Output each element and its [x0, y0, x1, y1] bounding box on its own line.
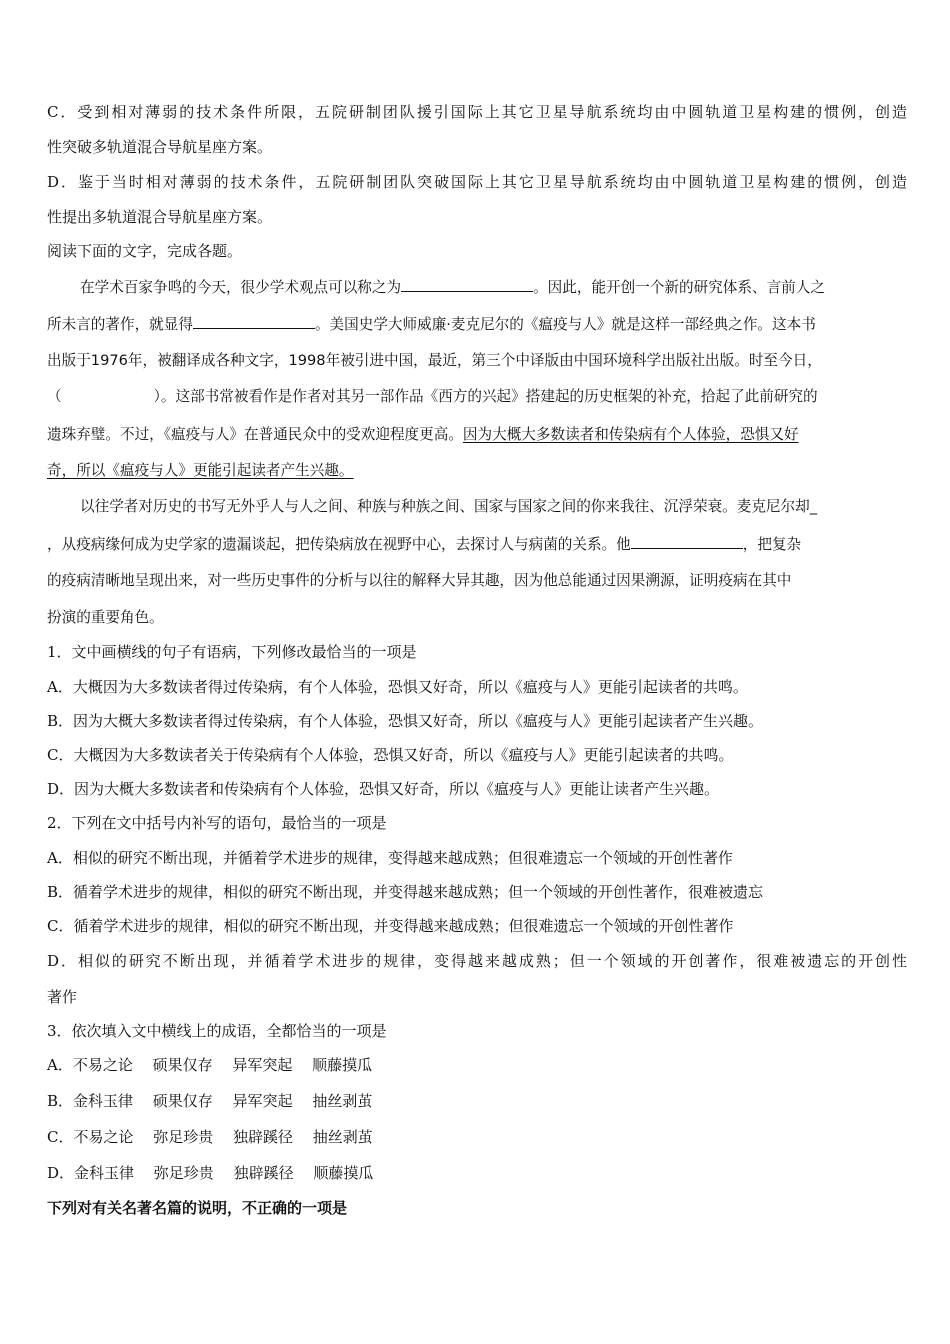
q2-option-b: B．循着学术进步的规律，相似的研究不断出现，并变得越来越成熟；但一个领域的开创性著作，很难被遗忘 [47, 883, 764, 901]
prev-option-c-line1: C．受到相对薄弱的技术条件所限，五院研制团队援引国际上其它卫星导航系统均由中圆轨道卫星构建的惯例，创造 [47, 103, 907, 121]
prev-option-d-line2: 性提出多轨道混合导航星座方案。 [47, 208, 273, 226]
passage-p1-line3: 出版于1976年，被翻译成各种文字，1998年被引进中国，最近，第三个中译版由中国环境科学出版社出版。时至今日， [47, 352, 822, 369]
prev-option-d-line1: D．鉴于当时相对薄弱的技术条件，五院研制团队突破国际上其它卫星导航系统均由中圆轨道卫星构建的惯例，创造 [47, 173, 907, 191]
q3-option-a: A．不易之论 硕果仅存 异军突起 顺藤摸瓜 [47, 1056, 373, 1074]
passage-p2-line1: 以往学者对历史的书写无外乎人与人之间、种族与种族之间、国家与国家之间的你来我往、沉浮荣衰。麦克尼尔却_ [80, 498, 817, 515]
q1-option-d: D．因为大概大多数读者和传染病有个人体验，恐惧又好奇，所以《瘟疫与人》更能让读者产生兴趣。 [47, 780, 720, 798]
passage-p1-line2: 所未言的著作，就显得 。美国史学大师威廉·麦克尼尔的《瘟疫与人》就是这样一部经典之作。这本书 [47, 316, 816, 333]
passage-p2-line3: 的疫病清晰地呈现出来，对一些历史事件的分析与以往的解释大异其趣，因为他总能通过因果溯源，证明疫病在其中 [47, 572, 792, 589]
q1-option-a: A．大概因为大多数读者得过传染病，有个人体验，恐惧又好奇，所以《瘟疫与人》更能引起读者的共鸣。 [47, 678, 748, 696]
q1-stem: 1．文中画横线的句子有语病，下列修改最恰当的一项是 [47, 643, 417, 661]
passage-p2-line4: 扮演的重要角色。 [47, 609, 164, 626]
q3-option-b: B．金科玉律 硕果仅存 异军突起 抽丝剥茧 [47, 1092, 373, 1110]
passage-p1-line6 [47, 461, 907, 481]
fill-blank-4 [631, 534, 743, 549]
q3-stem: 3．依次填入文中横线上的成语，全都恰当的一项是 [47, 1022, 387, 1040]
q2-option-d-line2: 著作 [47, 988, 78, 1006]
passage-p1-line1: 在学术百家争鸣的今天，很少学术观点可以称之为 。因此，能开创一个新的研究体系、言前人之 [80, 279, 825, 296]
passage-p1-line4: （ ）。这部书常被看作是作者对其另一部作品《西方的兴起》搭建起的历史框架的补充，拾起了此前研究的 [47, 388, 818, 405]
q3-option-c: C．不易之论 弥足珍贵 独辟蹊径 抽丝剥茧 [47, 1128, 373, 1146]
q2-option-c: C．循着学术进步的规律，相似的研究不断出现，并变得越来越成熟；但很难遗忘一个领域的开创性著作 [47, 917, 734, 935]
passage-p1-line5: 遗珠弃璧。不过，《瘟疫与人》在普通民众中的受欢迎程度更高。因为大概大多数读者和传染病有个人体验，恐惧又好 [47, 426, 799, 443]
q2-option-a: A．相似的研究不断出现，并循着学术进步的规律，变得越来越成熟；但很难遗忘一个领域的开创性著作 [47, 849, 733, 867]
fill-blank-2 [193, 314, 315, 329]
q1-option-b: B．因为大概大多数读者得过传染病，有个人体验，恐惧又好奇，所以《瘟疫与人》更能引起读者产生兴趣。 [47, 712, 764, 730]
q2-option-d-line1: D．相似的研究不断出现，并循着学术进步的规律，变得越来越成熟；但一个领域的开创著作，很难被遗忘的开创性 [47, 952, 907, 970]
fill-blank-1 [401, 277, 533, 292]
q1-option-c: C．大概因为大多数读者关于传染病有个人体验，恐惧又好奇，所以《瘟疫与人》更能引起读者的共鸣。 [47, 746, 734, 764]
underlined-sentence-part1: 因为大概大多数读者和传染病有个人体验，恐惧又好 [462, 426, 799, 443]
next-question-stem: 下列对有关名著名篇的说明，不正确的一项是 [47, 1199, 348, 1217]
q3-option-d: D．金科玉律 弥足珍贵 独辟蹊径 顺藤摸瓜 [47, 1164, 374, 1182]
passage-p2-line2: ，从疫病缘何成为史学家的遗漏谈起，把传染病放在视野中心，去探讨人与病菌的关系。他 ，把复杂 [47, 536, 802, 553]
q2-stem: 2．下列在文中括号内补写的语句，最恰当的一项是 [47, 814, 387, 832]
prev-option-c-line2: 性突破多轨道混合导航星座方案。 [47, 138, 273, 156]
underlined-sentence-part2: 奇，所以《瘟疫与人》更能引起读者产生兴趣。 [47, 462, 354, 479]
reading-instruction: 阅读下面的文字，完成各题。 [47, 242, 243, 260]
